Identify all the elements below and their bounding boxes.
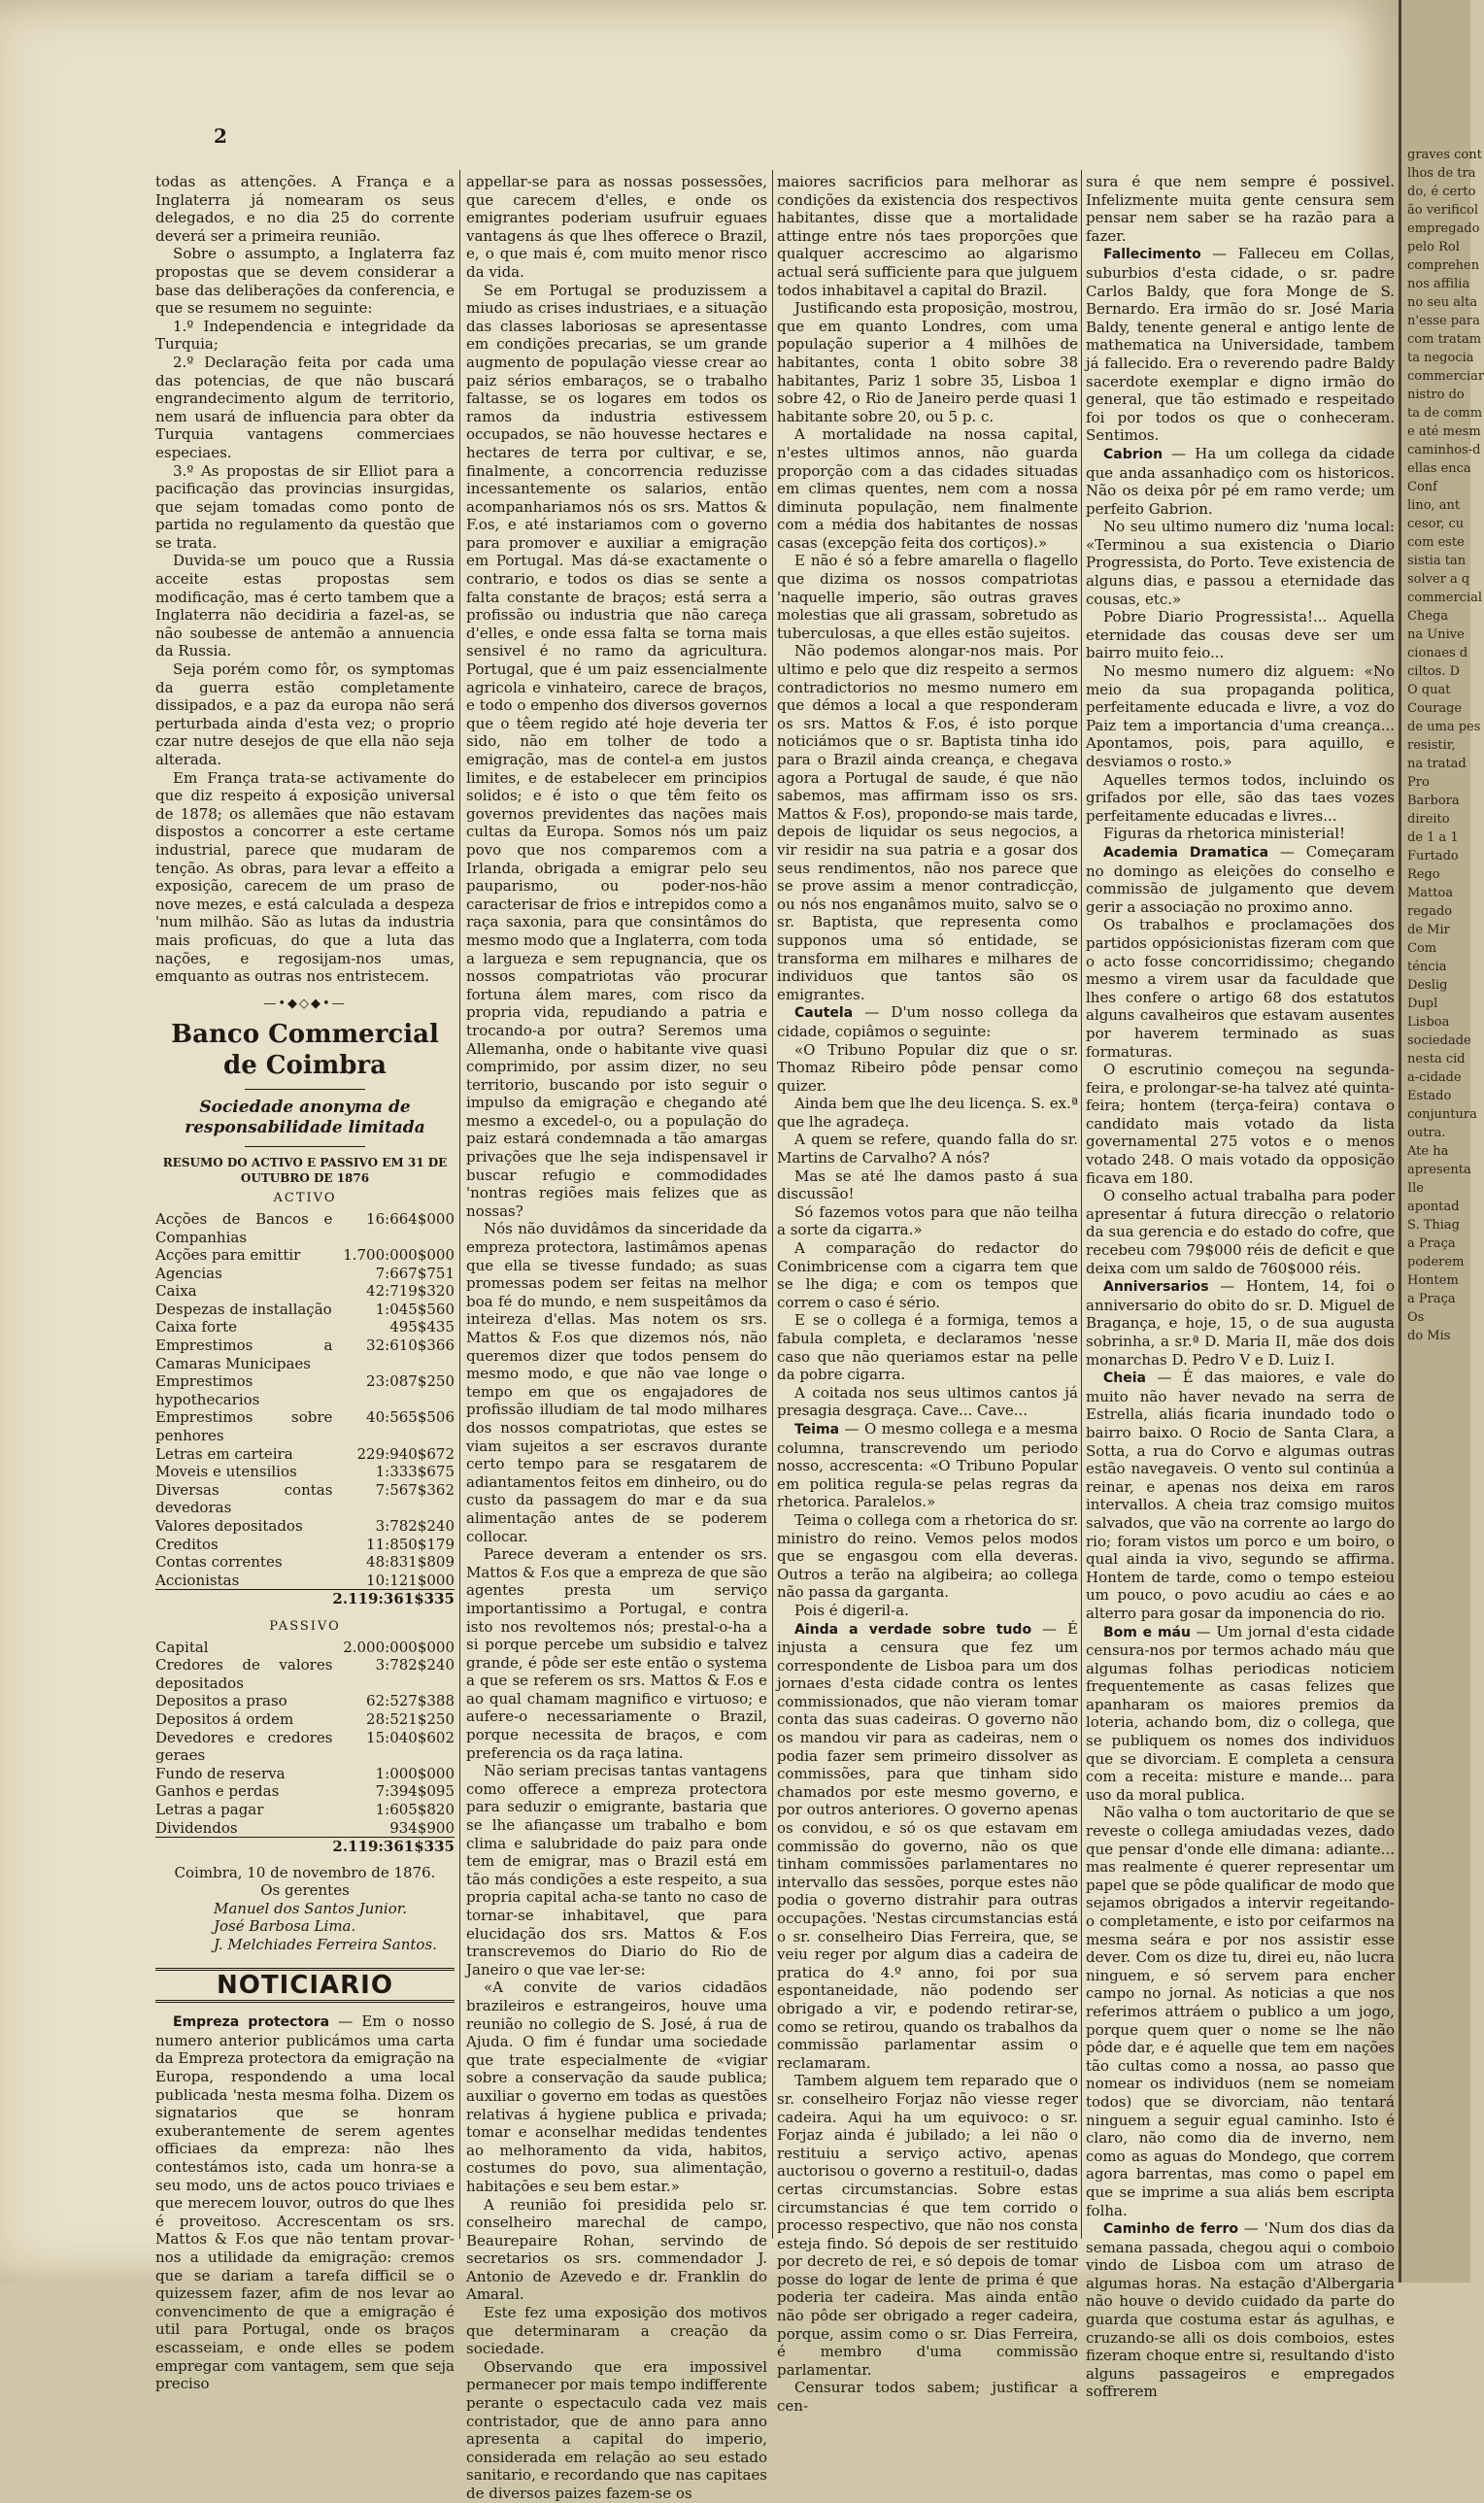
rubric: Bom e máu (1103, 1624, 1191, 1640)
news-text: — 'Num dos dias da semana passada, chegou aqui o comboio vindo de Lisboa com um atraso de algumas horas. Na estação d'Albergaria não houve o devido cuidado da parte do guarda que costuma estar ás agulhas, e cruzando-se alli os dois comboios, estes fizeram choque entre si, resultando d'isto alguns passageiros e empregados soffrerem (1086, 2219, 1396, 2401)
news-item (155, 2013, 455, 2392)
news-item (1086, 445, 1395, 518)
adjacent-fragment: outra. (1407, 1126, 1446, 1140)
adjacent-fragment: Pro (1407, 775, 1430, 790)
adjacent-fragment: sistia tan (1407, 554, 1467, 568)
account-value: 2.000:000$000 (343, 1638, 455, 1656)
adjacent-fragment: sociedade (1407, 1033, 1471, 1048)
account-value: 7:567$362 (375, 1480, 455, 1499)
adjacent-fragment: com tratam (1407, 332, 1482, 347)
adjacent-fragment: de uma pes (1407, 720, 1481, 734)
account-row (155, 1692, 455, 1710)
divider (245, 1146, 364, 1147)
account-value: 7:667$751 (375, 1264, 455, 1282)
adjacent-fragment: Ate ha (1407, 1144, 1449, 1159)
adjacent-fragment: téncia (1407, 960, 1447, 974)
adjacent-fragment: Barbora (1407, 794, 1460, 808)
column-1 (155, 173, 455, 2393)
account-value: 16:664$000 (366, 1209, 455, 1228)
passivo-total: 2.119:361$335 (332, 1838, 455, 1856)
bank-date: Coimbra, 10 de novembro de 1876. (174, 1863, 436, 1881)
account-row (155, 1210, 455, 1246)
account-item: Depositos a praso (155, 1692, 287, 1710)
paragraph: 1.º Independencia e integridade da Turquia; (155, 317, 455, 354)
account-value: 15:040$602 (366, 1728, 455, 1746)
activo-table (155, 1210, 455, 1608)
account-value: 7:394$095 (375, 1782, 455, 1801)
adjacent-fragment: cionaes d (1407, 646, 1468, 660)
account-value: 495$435 (389, 1318, 455, 1336)
manager-signature: Manuel dos Santos Junior. (214, 1899, 408, 1917)
account-row (155, 1408, 455, 1444)
account-value: 229:940$672 (356, 1444, 455, 1463)
section-heading-noticiario: NOTICIARIO (155, 1968, 455, 2004)
adjacent-fragment: O quat (1407, 683, 1451, 697)
account-row (155, 1729, 455, 1765)
paragraph: Figuras da rhetorica ministerial! (1103, 825, 1346, 843)
news-item (1086, 245, 1395, 445)
adjacent-fragment: no seu alta (1407, 295, 1478, 310)
account-item: Accionistas (155, 1571, 240, 1589)
news-item (777, 1420, 1078, 1511)
adjacent-fragment: commerciar (1407, 369, 1484, 384)
paragraph: Aquelles termos todos, incluindo os grifados por elle, são das taes vozes perfeitamente educadas e livres... (1086, 770, 1395, 825)
bank-title: Banco Commercial de Coimbra (171, 1020, 439, 1081)
adjacent-fragment: Dupl (1407, 997, 1438, 1011)
paragraph: Parece deveram a entender os srs. Mattos & F.os que a empreza de que são agentes presta um serviço importantissimo a Portugal, e contra isto nos revoltemos nós; prestal-o-ha a si porque percebe um subsidio e talvez grande, é pôde ser este então o systema a que se referem os srs. Mattos & F.os e ao qual chamam magnifico e virtuoso; e aufere-o necessariamente o Brazil, porque necessita de braços, e com preferencia os da raça latina. (466, 1545, 767, 1762)
account-value: 1:045$560 (375, 1300, 455, 1318)
adjacent-fragment: resistir, (1407, 738, 1456, 753)
adjacent-fragment: Lisboa (1407, 1015, 1450, 1030)
rubric: Teima (794, 1421, 840, 1438)
account-item: Moveis e utensilios (155, 1463, 297, 1481)
account-row (155, 1336, 455, 1372)
news-text: — Começaram no domingo as eleições do conselho e commissão de julgamento que devem gerir a associação no proximo anno. (1086, 842, 1395, 916)
summary-heading: RESUMO DO ACTIVO E PASSIVO EM 31 DE OUTUBRO DE 1876 (162, 1156, 448, 1186)
adjacent-fragment: e até mesm (1407, 424, 1481, 439)
account-value: 32:610$366 (366, 1336, 455, 1355)
account-item: Dividendos (155, 1818, 238, 1837)
adjacent-fragment: nesta cid (1407, 1052, 1466, 1066)
adjacent-fragment: apontad (1407, 1200, 1460, 1214)
paragraph: Sobre o assumpto, a Inglaterra faz propostas que se devem considerar a base das deliberações da conferencia, e que se resumem no seguinte: (155, 245, 455, 318)
account-item: Valores depositados (155, 1517, 303, 1535)
adjacent-fragment: ta negocia (1407, 351, 1474, 365)
paragraph: E não é só a febre amarella o flagello que dizima os nossos compatriotas 'naquelle imperio, são outras graves molestias que ali grassam, sobretudo as tuberculosas, a que elles estão sujeitos. (777, 552, 1078, 642)
account-value: 1:605$820 (375, 1800, 455, 1818)
account-row (155, 1765, 455, 1783)
manager-signature: J. Melchiades Ferreira Santos. (214, 1936, 437, 1954)
account-item: Caixa (155, 1282, 197, 1301)
rubric: Cabrion (1103, 446, 1164, 462)
column-rule (772, 170, 773, 2239)
account-row (155, 1445, 455, 1464)
rubric: Anniversarios (1103, 1279, 1209, 1296)
passivo-total-row (155, 1838, 455, 1856)
passivo-table (155, 1639, 455, 1856)
adjacent-fragment: do Mis (1407, 1329, 1451, 1343)
news-item (1086, 1369, 1395, 1622)
adjacent-fragment: pelo Rol (1407, 240, 1460, 254)
account-value: 28:521$250 (366, 1709, 455, 1728)
news-text: — É das maiores, e vale do muito não haver nevado na serra de Estrella, aliás ficaria inundado todo o bairro baixo. O Rocio de Santa Clara, a Sotta, a rua do Corvo e algumas outras estão navegaveis. O vento sul continúa a reinar, e apenas nos deixa em raros intervallos. A cheia traz comsigo muitos salvados, que vão na corrente ao largo do rio; foram vistos um porco e um boiro, o qual ainda ia vivo, segundo se affirma. Hontem de tarde, como o tempo esteiou um pouco, o povo acudiu ao cáes e ao alterro para gosar da imponencia do rio. (1086, 1369, 1395, 1622)
page-number: 2 (214, 124, 227, 148)
column-2 (466, 173, 767, 2502)
adjacent-fragment: nos affilia (1407, 277, 1470, 291)
paragraph: Ainda bem que lhe deu licença. S. ex.ª que lhe agradeça. (777, 1095, 1078, 1131)
account-value: 10:121$000 (366, 1571, 455, 1589)
adjacent-fragment: graves cont (1407, 148, 1482, 162)
adjacent-fragment: S. Thiag (1407, 1218, 1460, 1233)
column-rule (459, 170, 460, 2239)
paragraph: E se o collega é a formiga, temos a fabula completa, e declaramos 'nesse caso que não queriamos estar na pelle da pobre cigarra. (777, 1311, 1078, 1384)
news-text: — Ha um collega da cidade que anda assanhadiço com os historicos. Não os deixa pôr pé em ramo verde; um perfeito Gabrion. (1086, 444, 1395, 518)
news-item (1086, 1623, 1395, 1805)
paragraph: Em França trata-se activamente do que diz respeito á exposição universal de 1878; os allemães que não estavam dispostos a concorrer a este certame industrial, parece que mudaram de tenção. As obras, para levar a effeito a exposição, carecem de um praso de nove mezes, e está calculada a despeza 'num milhão. São as lutas da industria mais proficuas, do que a luta das nações, e regosijam-nos umas, emquanto as outras nos entristecem. (155, 768, 455, 986)
account-value: 48:831$809 (366, 1553, 455, 1572)
adjacent-fragment: Chega (1407, 609, 1449, 624)
adjacent-fragment: na tratad (1407, 757, 1467, 771)
adjacent-fragment: a Praça (1407, 1236, 1456, 1251)
manager-signature: José Barbosa Lima. (214, 1917, 356, 1936)
account-row (155, 1801, 455, 1819)
rubric: Caminho de ferro (1103, 2221, 1238, 2238)
adjacent-page-edge (1399, 0, 1484, 2283)
adjacent-fragment: nistro do (1407, 388, 1465, 402)
paragraph: appellar-se para as nossas possessões, que carecem d'elles, e onde os emigrantes poderiam usufruir eguaes vantagens ás que lhes offerece o Brazil, e, o que mais é, com muito menor risco da vida. (466, 173, 767, 281)
rubric: Ainda a verdade sobre tudo (794, 1621, 1032, 1638)
rubric: Fallecimento (1103, 247, 1201, 263)
news-text: — Falleceu em Collas, suburbios d'esta cidade, o sr. padre Carlos Baldy, que fora Monge de S. Bernardo. Era irmão do sr. José Maria Baldy, tenente general e antigo lente de mathematica na Universidade, tambem já fallecido. Era o reverendo padre Baldy sacerdote exemplar e digno irmão do general, que tão estimado e respeitado foi por todos os que o conheceram. Sentimos. (1086, 245, 1395, 445)
account-row (155, 1265, 455, 1283)
adjacent-fragment: ta de comm (1407, 406, 1483, 421)
account-row (155, 1782, 455, 1801)
account-row (155, 1639, 455, 1657)
account-value: 40:565$506 (366, 1408, 455, 1427)
rubric: Cheia (1103, 1370, 1146, 1387)
paragraph: Teima o collega com a rhetorica do sr. ministro do reino. Vemos pelos modos que se engasgou com ella deveras. Outros a terão na algibeira; ao collega não passa da garganta. (777, 1510, 1078, 1602)
paragraph: «O Tribuno Popular diz que o sr. Thomaz Ribeiro pôde pensar como quizer. (777, 1040, 1078, 1095)
news-text: — Hontem, 14, foi o anniversario do obito do sr. D. Miguel de Bragança, e hoje, 15, o de sua augusta sobrinha, a sr.ª D. Maria II, mãe dos dois monarchas D. Pedro V e D. Luiz I. (1086, 1277, 1395, 1369)
account-value: 1:000$000 (375, 1764, 455, 1782)
paragraph: Tambem alguem tem reparado que o sr. conselheiro Forjaz não viesse reger cadeira. Aqui ha um equivoco: o sr. Forjaz ainda é jubilado; a lei não o restituiu a serviço activo, apenas auctorisou o governo a restituil-o, dadas certas circumstancias. Sobre estas circumstancias é que tem corrido o processo respectivo, que não nos consta esteja findo. Só depois de ser restituido por decreto de rei, e só depois de tomar posse do logar de lente de prima é que poderia ter cadeira. Mas ainda então não pôde ser obrigado a reger cadeira, porque, assim como o sr. Dias Ferreira, é membro d'uma commissão parlamentar. (777, 2072, 1078, 2379)
paragraph: Mas se até lhe damos pasto á sua discussão! (777, 1167, 1078, 1203)
paragraph: Este fez uma exposição dos motivos que determinaram a creação da sociedade. (466, 2304, 767, 2358)
account-item: Credores de valores depositados (155, 1656, 333, 1692)
adjacent-fragment: Hontem (1407, 1273, 1459, 1288)
account-item: Capital (155, 1638, 209, 1656)
account-item: Emprestimos hypothecarios (155, 1372, 260, 1408)
account-item: Caixa forte (155, 1318, 238, 1336)
news-text: — Em o nosso numero anterior publicámos uma carta da Empreza protectora da emigração na Europa, respondendo a uma local publicada 'nesta mesma folha. Dizem os signatarios que se honram exuberantemente de serem agentes officiaes da empreza: não lhes contestámos isto, cada um honra-se a seu modo, uns de actos pouco triviaes e que merecem louvor, outros do que lhes é proveitoso. Accrescentam os srs. Mattos & F.os que não tentam provar-nos a utilidade da emigração: cremos que se dariam a tarefa difficil se o quizessem fazer, afim de nos levar ao convencimento de que a emigração é util para Portugal, onde os braços escasseiam, e onde elles se podem empregar com vantagem, sem que seja preciso (155, 2013, 455, 2393)
adjacent-fragment: Courage (1407, 701, 1463, 716)
adjacent-fragment: comprehen (1407, 258, 1480, 273)
adjacent-fragment: poderem (1407, 1255, 1465, 1269)
adjacent-fragment: a Praça (1407, 1292, 1456, 1306)
column-rule (1081, 170, 1082, 2239)
paragraph: Não podemos alongar-nos mais. Por ultimo e pelo que diz respeito a sermos contradictorios no mesmo numero em que démos a local a que responderam os srs. Mattos & F.os, é isto porque noticiámos que o sr. Baptista tinha ido para o Brazil ainda creança, e chegava agora a Portugal de saude, é que não sabemos, mas affirmam isso os srs. Mattos & F.os), propondo-se mais tarde, depois de liquidar os seus negocios, a vir residir na sua patria e a gosar dos seus rendimentos, não nos parece que se prove assim a menor contradicção, ou nós nos enganâmos muito, salvo se o sr. Baptista, que representa como supponos uma só entidade, se transforma em milhares e milhares de individuos que tantos são os emigrantes. (777, 642, 1078, 1003)
paragraph: Observando que era impossivel permanecer por mais tempo indifferente perante o espectaculo cada vez mais contristador, que de anno para anno apresenta a capital do imperio, considerada em relação ao seu estado sanitario, e recordando que nas capitaes de diversos paizes fazem-se os (466, 2357, 767, 2502)
ornament-divider: —•◆◇◆•— (263, 996, 347, 1011)
adjacent-fragment: lino, ant (1407, 498, 1461, 513)
adjacent-fragment: conjuntura (1407, 1107, 1477, 1122)
account-row (155, 1318, 455, 1336)
account-row (155, 1572, 455, 1590)
paragraph: O conselho actual trabalha para poder apresentar á futura direcção o relatorio da sua gerencia e do estado do cofre, que recebeu com 79$000 réis de deficit e que deixa com um saldo de 760$000 réis. (1086, 1187, 1395, 1277)
adjacent-fragment: Deslig (1407, 978, 1448, 993)
paragraph: Nós não duvidâmos da sinceridade da empreza protectora, lastimâmos apenas que ella se tivesse fundado; as suas promessas podem ser feitas na melhor boa fé do mundo, e nem suspeitâmos da inteireza d'ellas. Mas notem os srs. Mattos & F.os que dizemos nós, não queremos dizer que todos pensem do mesmo modo, e que não vae longe o tempo em que os engajadores de profissão illudiam de tal modo milhares dos nossos compatriotas, que estes se viam sujeitos a ser escravos durante certo tempo para se resgatarem de adiantamentos feitos em dinheiro, ou do custo da passagem do mar e da sua alimentação antes de se poderem collocar. (466, 1220, 767, 1545)
adjacent-fragment: Estado (1407, 1089, 1452, 1103)
rubric: Academia Dramatica (1103, 844, 1269, 861)
adjacent-fragment: na Unive (1407, 627, 1465, 642)
account-row (155, 1656, 455, 1692)
account-value: 62:527$388 (366, 1692, 455, 1710)
account-item: Despezas de installação (155, 1300, 332, 1318)
account-value: 42:719$320 (366, 1282, 455, 1301)
adjacent-fragment: commercial (1407, 591, 1483, 605)
adjacent-fragment: solver a q (1407, 572, 1470, 587)
divider (245, 1089, 364, 1090)
account-item: Acções de Bancos e Companhias (155, 1209, 333, 1246)
adjacent-fragment: empregado (1407, 221, 1480, 236)
news-item (1086, 2219, 1395, 2401)
account-value: 23:087$250 (366, 1372, 455, 1391)
paragraph: A coitada nos seus ultimos cantos já presagia desgraça. Cave... Cave... (777, 1383, 1078, 1420)
column-4 (1086, 173, 1396, 2401)
adjacent-fragment: ellas enca (1407, 461, 1471, 476)
activo-heading: ACTIVO (273, 1191, 337, 1206)
paragraph: Pois é digeril-a. (794, 1601, 909, 1619)
adjacent-fragment: caminhos-d (1407, 443, 1481, 457)
adjacent-fragment: Rego (1407, 867, 1440, 882)
bank-notice (155, 1019, 455, 1953)
paragraph: A quem se refere, quando falla do sr. Martins de Carvalho? A nós? (777, 1131, 1078, 1167)
news-item (777, 1620, 1078, 2073)
account-value: 3:782$240 (375, 1656, 455, 1674)
adjacent-fragment: Os (1407, 1310, 1425, 1325)
account-row (155, 1246, 455, 1265)
account-row (155, 1710, 455, 1729)
paragraph: Pobre Diario Progressista!... Aquella eternidade das cousas deve ser um bairro muito feio... (1086, 608, 1395, 662)
adjacent-fragment: ciltos. D (1407, 664, 1461, 679)
paragraph: A comparação do redactor do Conimbricense com a cigarra tem que se lhe diga; e com os tempos que correm o caso é sério. (777, 1239, 1078, 1311)
managers-label: Os gerentes (260, 1881, 350, 1900)
paragraph: O escrutinio começou na segunda-feira, e prolongar-se-ha talvez até quinta-feira; hontem (terça-feira) contava o candidato mais votado da lista governamental 275 votos e o menos votado 248. O mais votado da opposição ficava em 180. (1086, 1061, 1395, 1187)
account-value: 1:333$675 (375, 1463, 455, 1481)
account-item: Letras a pagar (155, 1800, 264, 1818)
news-text: — O mesmo collega e a mesma columna, transcrevendo um periodo nosso, accrescenta: «O Tribuno Popular em politica regula-se pelas regras da rhetorica. Paralelos.» (777, 1419, 1078, 1511)
account-item: Depositos á ordem (155, 1709, 294, 1728)
paragraph: todas as attenções. A França e a Inglaterra já nomearam os seus delegados, e no dia 25 do corrente deverá ser a primeira reunião. (155, 173, 455, 245)
paragraph: sura é que nem sempre é possivel. Infelizmente muita gente censura sem pensar nem saber se ha razão para a fazer. (1086, 173, 1395, 245)
news-item (1086, 1277, 1395, 1369)
adjacent-fragment: de 1 a 1 (1407, 830, 1459, 845)
account-item: Diversas contas devedoras (155, 1480, 333, 1517)
rubric: Empreza protectora (173, 2014, 330, 2031)
adjacent-fragment: Com (1407, 941, 1437, 956)
bank-subtitle: Sociedade anonyma de responsabilidade limitada (185, 1098, 425, 1138)
paragraph: A reunião foi presidida pelo sr. conselheiro marechal de campo, Beaurepaire Rohan, servindo de secretarios os srs. commendador J. Antonio de Azevedo e dr. Franklin do Amaral. (466, 2195, 767, 2304)
adjacent-fragment: cesor, cu (1407, 517, 1465, 531)
adjacent-fragment: Conf (1407, 480, 1437, 494)
account-item: Devedores e credores geraes (155, 1728, 333, 1765)
paragraph: Duvida-se um pouco que a Russia acceite estas propostas sem modificação, mas é certo tambem que a Inglaterra não decidiria a fazel-as, se não soubesse de antemão a annuencia da Russia. (155, 552, 455, 660)
paragraph: Não valha o tom auctoritario de que se reveste o collega amiudadas vezes, dado que pensar d'onde elle dimana: adiante... mas realmente é querer representar um papel que se pôde qualificar de modo que sejamos obrigados a intervir regeitando-o completamente, e isto por ceifarmos na mesma seára e por nos assistir esse dever. Com os dize tu, direi eu, não lucra ninguem, e só servem para encher campo no jornal. As noticias a que nos referimos attráem o publico a um jogo, porque quem quer o nome se lhe não pôde dar, e é aquelle que tem em nações tão cultas como a nossa, ao passo que nomear os individuos (nem se nomeiam todos) que se divorciam, não tentará ninguem a seguir egual caminho. Isto é claro, não como dia de inverno, nem como as aguas do Mondego, que correm agora barrentas, mas como o papel em que se imprime a sua aliás bem escripta folha. (1086, 1804, 1395, 2219)
paragraph: «A convite de varios cidadãos brazileiros e estrangeiros, houve uma reunião no collegio de S. José, á rua de Ajuda. O fim é fundar uma sociedade que trate especialmente de «vigiar sobre a conservação da saude publica; auxiliar o governo em todas as questões relativas á hygiene publica e privada; tomar e aconselhar medidas tendentes ao melhoramento da vida, habitos, costumes do povo, sua alimentação, habitações e seu bem estar.» (466, 1979, 767, 2195)
paragraph: Se em Portugal se produzissem a miudo as crises industriaes, e a situação das classes laboriosas se apresentasse em condições precarias, se um grande augmento de população viesse crear ao paiz sérios embaraços, se o trabalho faltasse, se os logares em todos os ramos da industria estivessem occupados, se não houvesse hectares e hectares de terra por cultivar, e se, finalmente, a concorrencia reduzisse incessantemente os salarios, então acompanhariamos nós os srs. Mattos & F.os, e até instariamos com o governo para promover e auxiliar a emigração em Portugal. Mas dá-se exactamente o contrario, e todos os dias se sente a falta constante de braços; está serra a profissão ou industria que não careça d'elles, e onde essa falta se torna mais sensivel é no ramo da agricultura. Portugal, que é um paiz essencialmente agricola e vinhateiro, carece de braços, e todo o empenho dos diversos governos que o têem regido até hoje deveria ter sido, não em tolher de todo a emigração, mas de contel-a em justos limites, e de estabelecer em principios solidos; e é isto o que têm feito os governos previdentes das nações mais cultas da Europa. Somos nós um paiz povo que nos comparemos com a Irlanda, obrigada a emigrar pelo seu pauparismo, ou poder-nos-hão caracterisar de frios e intrepidos como a raça saxonia, para que consintâmos do mesmo modo que a Inglaterra, com toda a largueza e sem repugnancia, que os nossos compatriotas vão procurar fortuna álem mares, com risco da propria vida, repudiando a patria e trocando-a por outra? Seremos uma Allemanha, onde o habitante vive quasi comprimido, por assim dizer, no seu territorio, buscando por isto seguir o impulso da emigração e chegando até mesmo a excedel-o, ou a população do paiz estará condemnada a tão amargas privações que lhe seja indispensavel ir buscar refugio e commodidades 'nontras regiões mais felizes que as nossas? (466, 281, 767, 1220)
adjacent-fragment: de Mir (1407, 923, 1450, 937)
paragraph: Seja porém como fôr, os symptomas da guerra estão completamente dissipados, e a paz da europa não será perturbada ainda d'esta vez; o proprio czar nutre desejos de que ella não seja alterada. (155, 660, 455, 768)
adjacent-fragment: do, é certo (1407, 185, 1476, 199)
adjacent-fragment: n'esse para (1407, 314, 1480, 328)
adjacent-page-text (1407, 146, 1484, 1345)
news-text: — É injusta a censura que fez um correspondente de Lisboa para um dos jornaes d'esta cidade contra os lentes commissionados, que não vieram tomar conta das suas cadeiras. O governo não os mandou vir para as cadeiras, nem o podia fazer sem primeiro dissolver as commissões, para que tinham sido chamados por este mesmo governo, e por outros anteriores. O governo apenas os convidou, e só os que estavam em commissão do governo, não os que tinham commissões parlamentares no intervallo das sessões, porque estes não podia o governo distrahir para outras occupações. 'Nestas circumstancias está o sr. conselheiro Dias Ferreira, que, se veiu reger por algum dias a cadeira de pratica do 4.º anno, foi por sua espontaneidade, não podendo ser obrigado a vir, e podendo retirar-se, como se retirou, quando os trabalhos da commissão parlamentar assim o reclamaram. (777, 1619, 1078, 2072)
account-row (155, 1553, 455, 1572)
paragraph: 3.º As propostas de sir Elliot para a pacificação das provincias insurgidas, que sejam tomadas como ponto de partida no regulamento da questão que se trata. (155, 461, 455, 552)
activo-total: 2.119:361$335 (332, 1590, 455, 1608)
account-item: Acções para emittir (155, 1246, 301, 1265)
account-value: 3:782$240 (375, 1517, 455, 1535)
account-item: Agencias (155, 1264, 222, 1282)
news-item (1086, 843, 1395, 916)
adjacent-fragment: com este (1407, 535, 1465, 550)
news-text: — Um jornal d'esta cidade censura-nos por termos achado máu que algumas folhas periodicas noticiem frequentemente as casas felizes que apanharam os maiores premios da loteria, achando bom, diz o collega, que se publiquem os nomes dos individuos que se divorciam. E completa a censura com a receita: misture e mande... para uso da moral publica. (1086, 1622, 1396, 1804)
paragraph: Justificando esta proposição, mostrou, que em quanto Londres, com uma população superior a 4 milhões de habitantes, conta 1 obito sobre 38 habitantes, Pariz 1 sobre 35, Lisboa 1 sobre 42, o Rio de Janeiro perde quasi 1 habitante sobre 20, ou 5 p. c. (777, 299, 1078, 425)
account-row (155, 1463, 455, 1481)
account-item: Letras em carteira (155, 1444, 293, 1463)
adjacent-fragment: lhos de tra (1407, 166, 1476, 181)
column-3 (777, 173, 1078, 2416)
news-item (777, 1003, 1078, 1040)
adjacent-fragment: regado (1407, 904, 1453, 919)
rubric: Cautela (794, 1005, 854, 1022)
adjacent-fragment: direito (1407, 812, 1450, 827)
account-item: Emprestimos a Camaras Municipaes (155, 1336, 333, 1372)
account-value: 1.700:000$000 (343, 1246, 455, 1265)
account-item: Emprestimos sobre penhores (155, 1408, 333, 1445)
adjacent-fragment: a-cidade (1407, 1070, 1462, 1085)
account-row (155, 1372, 455, 1408)
account-value: 934$900 (389, 1818, 455, 1837)
paragraph: Não seriam precisas tantas vantagens como offerece a empreza protectora para seduzir o emigrante, bastaria que se lhe afiançasse um trabalho e bom clima e salubridade do paiz para onde tem de emigrar, mas o Brazil está em tão más condições a este respeito, a sua propria capital acha-se tanto no caso de tornar-se inhabitavel, que para elucidação dos srs. Mattos & F.os transcrevemos do Diario do Rio de Janeiro o que vae ler-se: (466, 1762, 767, 1979)
paragraph: Os trabalhos e proclamações dos partidos oppósicionistas fizeram com que o acto fosse concorridissimo; chegando mesmo a virem usar da faculdade que lhes confere o artigo 68 dos estatutos alguns cavalheiros que estavam ausentes por haverem terminado as suas formaturas. (1086, 916, 1395, 1061)
paragraph: Só fazemos votos para que não teilha a sorte da cigarra.» (777, 1202, 1078, 1239)
paragraph: maiores sacrificios para melhorar as condições da existencia dos respectivos habitantes, disse que a mortalidade attinge entre nós taes proporções que qualquer accrescimo ao algarismo actual será sufficiente para que julguem todos inhabitavel a capital do Brazil. (777, 173, 1078, 299)
activo-total-row (155, 1590, 455, 1608)
adjacent-fragment: Mattoa (1407, 886, 1454, 900)
account-row (155, 1536, 455, 1554)
account-item: Creditos (155, 1535, 219, 1553)
paragraph: Censurar todos sabem; justificar a cen- (777, 2379, 1078, 2416)
adjacent-fragment: apresenta (1407, 1163, 1471, 1177)
news-text: — D'um nosso collega da cidade, copiâmos o seguinte: (777, 1003, 1078, 1040)
adjacent-fragment: Ile (1407, 1181, 1424, 1196)
account-row (155, 1517, 455, 1536)
account-item: Ganhos e perdas (155, 1782, 280, 1801)
adjacent-fragment: Furtado (1407, 849, 1459, 863)
paragraph: 2.º Declaração feita por cada uma das potencias, de que não buscará engrandecimento algum de territorio, nem usará de influencia para obter da Turquia vantagens commerciaes especiaes. (155, 353, 455, 461)
account-item: Contas correntes (155, 1553, 283, 1572)
paragraph: No mesmo numero diz alguem: «No meio da sua propaganda politica, perfeitamente educada e livre, a voz do Paiz tem a importancia d'uma creança... Apontamos, pois, para aquillo, e desviamos o rosto.» (1086, 662, 1395, 770)
account-row (155, 1282, 455, 1301)
account-row (155, 1819, 455, 1838)
account-row (155, 1301, 455, 1319)
adjacent-fragment: ão verificol (1407, 203, 1479, 218)
account-item: Fundo de reserva (155, 1764, 286, 1782)
paragraph: A mortalidade na nossa capital, n'estes ultimos annos, não guarda proporção com a das cidades situadas em climas quentes, nem com a nossa diminuta população, nem finalmente com a média dos habitantes de nossas casas (excepção feita dos cortiços).» (777, 425, 1078, 552)
passivo-heading: PASSIVO (269, 1618, 341, 1634)
paragraph: No seu ultimo numero diz 'numa local: «Terminou a sua existencia o Diario Progressista, do Porto. Teve existencia de alguns dias, e passou a eternidade das cousas, etc.» (1086, 518, 1395, 608)
account-row (155, 1481, 455, 1517)
account-value: 11:850$179 (366, 1535, 455, 1553)
